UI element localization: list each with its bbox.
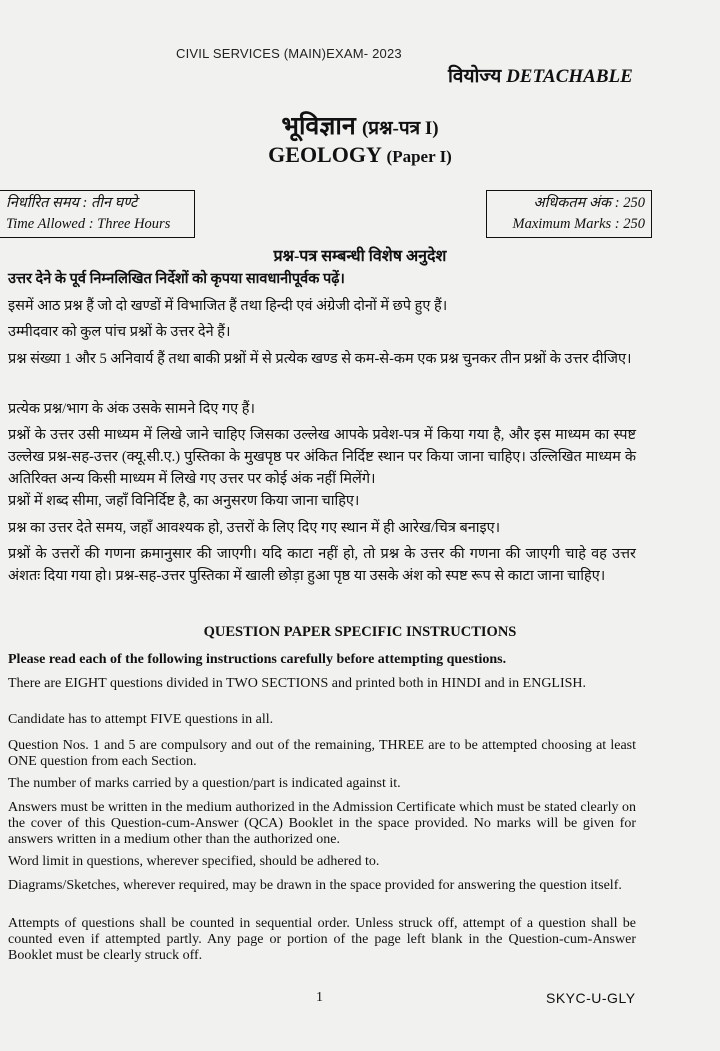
marks-hindi: अधिकतम अंक : 250 xyxy=(533,195,645,211)
title-english-subject: GEOLOGY xyxy=(268,142,382,167)
hindi-instruction-item: उम्मीदवार को कुल पांच प्रश्नों के उत्तर देने हैं। xyxy=(8,324,231,340)
english-instruction-item: Diagrams/Sketches, wherever required, may be drawn in the space provided for answering the question itself. xyxy=(8,878,622,893)
english-instructions-heading: QUESTION PAPER SPECIFIC INSTRUCTIONS xyxy=(203,624,517,640)
max-marks-box xyxy=(486,190,652,238)
hindi-instruction-item: प्रत्येक प्रश्न/भाग के अंक उसके सामने दिए गए हैं। xyxy=(8,401,256,417)
english-instruction-item: Word limit in questions, wherever specified, should be adhered to. xyxy=(8,854,380,869)
hindi-instruction-item: प्रश्नों के उत्तरों की गणना क्रमानुसार की जाएगी। यदि काटा नहीं हो, तो प्रश्न के उत्तर की गणना की जाएगी चाहे वह उत्तर अंशतः दिया गया हो। प्रश्न-सह-उत्तर पुस्तिका में खाली छोड़ा हुआ पृष्ठ या उसके अंश को स्पष्ट रूप से काटा जाना चाहिए। xyxy=(8,546,636,584)
paper-code: SKYC-U-GLY xyxy=(546,990,636,1006)
hindi-instruction-item: प्रश्न संख्या 1 और 5 अनिवार्य हैं तथा बाकी प्रश्नों में से प्रत्येक खण्ड से कम-से-कम एक प्रश्न चुनकर तीन प्रश्नों के उत्तर दीजिए। xyxy=(8,351,632,367)
time-english: Time Allowed : Three Hours xyxy=(6,216,171,232)
time-allowed-box xyxy=(0,190,195,238)
exam-header: CIVIL SERVICES (MAIN)EXAM- 2023 xyxy=(176,46,402,61)
title-hindi-subject: भूविज्ञान xyxy=(281,113,356,140)
marks-english: Maximum Marks : 250 xyxy=(512,216,645,232)
english-instruction-item: Candidate has to attempt FIVE questions in all. xyxy=(8,712,274,727)
time-hindi: निर्धारित समय : तीन घण्टे xyxy=(6,195,138,211)
english-instruction-item: Attempts of questions shall be counted in sequential order. Unless struck off, attempt of a question shall be counted even if attempted partly. Any page or portion of the page left blank in the Question-cum-Answer Booklet must be clearly struck off. xyxy=(8,916,636,963)
english-instruction-item: There are EIGHT questions divided in TWO SECTIONS and printed both in HINDI and in ENGLISH. xyxy=(8,676,587,691)
title-english-paper: (Paper I) xyxy=(386,147,452,166)
hindi-instruction-item: इसमें आठ प्रश्न हैं जो दो खण्डों में विभाजित हैं तथा हिन्दी एवं अंग्रेजी दोनों में छपे हुए हैं। xyxy=(8,298,448,314)
hindi-instructions-heading: प्रश्न-पत्र सम्बन्धी विशेष अनुदेश xyxy=(273,248,447,265)
hindi-instruction-item: प्रश्न का उत्तर देते समय, जहाँ आवश्यक हो, उत्तरों के लिए दिए गए स्थान में ही आरेख/चित्र बनाइए। xyxy=(8,520,501,536)
detachable-hindi: वियोज्य xyxy=(448,66,502,87)
english-instruction-item: Answers must be written in the medium authorized in the Admission Certificate which must be stated clearly on the cover of this Question-cum-Answer (QCA) Booklet in the space provided. No marks will be given for answers written in a medium other than the authorized one. xyxy=(8,800,636,847)
hindi-instruction-item: प्रश्नों के उत्तर उसी माध्यम में लिखे जाने चाहिए जिसका उल्लेख आपके प्रवेश-पत्र में किया गया है, और इस माध्यम का स्पष्ट उल्लेख प्रश्न-सह-उत्तर (क्यू.सी.ए.) पुस्तिका के मुखपृष्ठ पर अंकित निर्दिष्ट स्थान पर किया जाना चाहिए। उल्लिखित माध्यम के अतिरिक्त अन्य किसी माध्यम में लिखे गए उत्तर पर कोई अंक नहीं मिलेंगे। xyxy=(8,427,636,487)
english-instructions-lead: Please read each of the following instructions carefully before attempting questions. xyxy=(8,652,507,667)
detachable-label xyxy=(448,62,633,88)
english-instruction-item: Question Nos. 1 and 5 are compulsory and out of the remaining, THREE are to be attempted choosing at least ONE question from each Section. xyxy=(8,738,636,769)
title-hindi xyxy=(0,108,720,142)
hindi-instruction-item: प्रश्नों में शब्द सीमा, जहाँ विनिर्दिष्ट है, का अनुसरण किया जाना चाहिए। xyxy=(8,493,360,509)
hindi-instructions-lead: उत्तर देने के पूर्व निम्नलिखित निर्देशों को कृपया सावधानीपूर्वक पढ़ें। xyxy=(8,271,345,287)
title-hindi-paper: (प्रश्न-पत्र I) xyxy=(361,118,439,139)
english-instruction-item: The number of marks carried by a question/part is indicated against it. xyxy=(8,776,401,791)
detachable-english: DETACHABLE xyxy=(506,66,633,87)
page-number: 1 xyxy=(316,990,323,1005)
title-english xyxy=(0,142,720,168)
